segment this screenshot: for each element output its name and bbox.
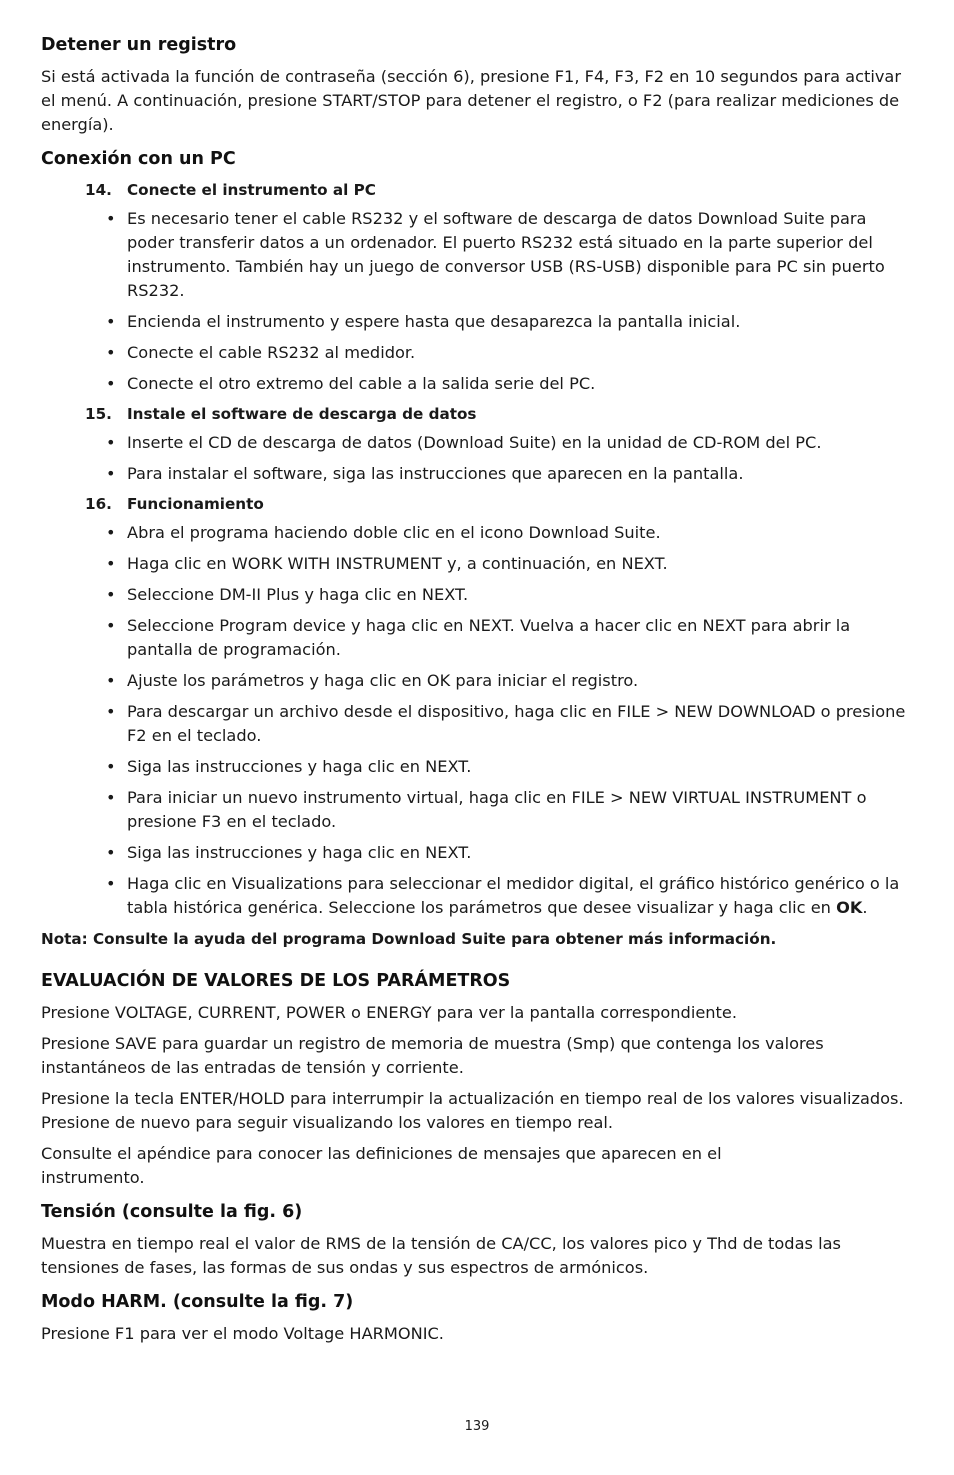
list-item: • Conecte el otro extremo del cable a la salida serie del PC. bbox=[127, 372, 916, 396]
heading-detener-registro: Detener un registro bbox=[41, 35, 237, 55]
step-16-title bbox=[85, 493, 916, 515]
paragraph: Presione VOLTAGE, CURRENT, POWER o ENERGY para ver la pantalla correspondiente. bbox=[41, 1003, 738, 1022]
bullet-icon: • bbox=[106, 554, 116, 573]
step-number: 14. bbox=[85, 181, 112, 199]
document-page bbox=[41, 34, 916, 1353]
list-item: • Conecte el cable RS232 al medidor. bbox=[127, 341, 916, 365]
list-item: • Es necesario tener el cable RS232 y el software de descarga de datos Download Suite para poder transferir datos a un ordenador. El puerto RS232 está situado en la parte superior del instrumento. También hay un juego de conversor USB (RS-USB) disponible para PC sin puerto RS232. bbox=[106, 209, 885, 300]
paragraph: Si está activada la función de contraseña (sección 6), presione F1, F4, F3, F2 en 10 segundos para activar el menú. A continuación, presione START/STOP para detener el registro, o F2 (para realizar mediciones de energía). bbox=[41, 67, 901, 134]
bullet-icon: • bbox=[106, 757, 116, 776]
bullet-icon: • bbox=[106, 464, 116, 483]
heading-evaluacion-valores: EVALUACIÓN DE VALORES DE LOS PARÁMETROS bbox=[41, 971, 511, 991]
bullet-icon: • bbox=[106, 788, 116, 807]
step-14-title bbox=[85, 179, 916, 201]
bullet-icon: • bbox=[106, 585, 116, 604]
page-number: 139 bbox=[464, 1419, 490, 1434]
list-item: • Para instalar el software, siga las instrucciones que aparecen en la pantalla. bbox=[127, 462, 916, 486]
heading-tension: Tensión (consulte la fig. 6) bbox=[41, 1202, 303, 1222]
list-item: • Para iniciar un nuevo instrumento virtual, haga clic en FILE > NEW VIRTUAL INSTRUMENT o presione F3 en el teclado. bbox=[106, 788, 867, 831]
bullet-icon: • bbox=[106, 616, 116, 635]
list-item: • Inserte el CD de descarga de datos (Download Suite) en la unidad de CD-ROM del PC. bbox=[127, 431, 916, 455]
bullet-icon: • bbox=[106, 671, 116, 690]
step-title-text: Instale el software de descarga de datos bbox=[127, 405, 477, 423]
step-15-title bbox=[85, 403, 916, 425]
note: Nota: Consulte la ayuda del programa Download Suite para obtener más información. bbox=[41, 930, 777, 948]
step-15-list bbox=[41, 431, 916, 486]
bullet-icon: • bbox=[106, 433, 116, 452]
step-number: 15. bbox=[85, 405, 112, 423]
bullet-icon: • bbox=[106, 874, 116, 893]
bullet-icon: • bbox=[106, 702, 116, 721]
bullet-icon: • bbox=[106, 343, 116, 362]
paragraph: Consulte el apéndice para conocer las definiciones de mensajes que aparecen en el instrumento. bbox=[41, 1144, 722, 1187]
list-item: • Siga las instrucciones y haga clic en NEXT. bbox=[127, 841, 916, 865]
heading-modo-harm: Modo HARM. (consulte la fig. 7) bbox=[41, 1292, 354, 1312]
paragraph: Muestra en tiempo real el valor de RMS de la tensión de CA/CC, los valores pico y Thd de todas las tensiones de fases, las formas de sus ondas y sus espectros de armónicos. bbox=[41, 1234, 841, 1277]
list-item: • Seleccione Program device y haga clic en NEXT. Vuelva a hacer clic en NEXT para abrir la pantalla de programación. bbox=[106, 616, 851, 659]
bullet-icon: • bbox=[106, 312, 116, 331]
ok-emphasis: OK bbox=[836, 898, 863, 917]
list-item: • Seleccione DM-II Plus y haga clic en NEXT. bbox=[127, 583, 916, 607]
step-16-list bbox=[41, 521, 916, 920]
bullet-icon: • bbox=[106, 374, 116, 393]
list-item: • Abra el programa haciendo doble clic en el icono Download Suite. bbox=[127, 521, 916, 545]
step-title-text: Conecte el instrumento al PC bbox=[127, 181, 376, 199]
paragraph: Presione F1 para ver el modo Voltage HARMONIC. bbox=[41, 1324, 444, 1343]
step-14-list bbox=[41, 207, 916, 396]
paragraph: Presione la tecla ENTER/HOLD para interrumpir la actualización en tiempo real de los valores visualizados. Presione de nuevo para seguir visualizando los valores en tiempo real. bbox=[41, 1089, 904, 1132]
list-item: • Haga clic en Visualizations para seleccionar el medidor digital, el gráfico histórico genérico o la tabla histórica genérica. Seleccione los parámetros que desee visualizar y haga clic en OK. bbox=[106, 874, 900, 917]
paragraph: Presione SAVE para guardar un registro de memoria de muestra (Smp) que contenga los valores instantáneos de las entradas de tensión y corriente. bbox=[41, 1034, 824, 1077]
bullet-icon: • bbox=[106, 523, 116, 542]
bullet-icon: • bbox=[106, 843, 116, 862]
bullet-icon: • bbox=[106, 209, 116, 228]
list-item: • Siga las instrucciones y haga clic en NEXT. bbox=[127, 755, 916, 779]
list-item: • Haga clic en WORK WITH INSTRUMENT y, a continuación, en NEXT. bbox=[127, 552, 916, 576]
list-item: • Para descargar un archivo desde el dispositivo, haga clic en FILE > NEW DOWNLOAD o presione F2 en el teclado. bbox=[106, 702, 906, 745]
list-item: • Encienda el instrumento y espere hasta que desaparezca la pantalla inicial. bbox=[127, 310, 916, 334]
step-title-text: Funcionamiento bbox=[127, 495, 264, 513]
heading-conexion-pc: Conexión con un PC bbox=[41, 149, 236, 169]
list-item: • Ajuste los parámetros y haga clic en OK para iniciar el registro. bbox=[127, 669, 916, 693]
step-number: 16. bbox=[85, 495, 112, 513]
